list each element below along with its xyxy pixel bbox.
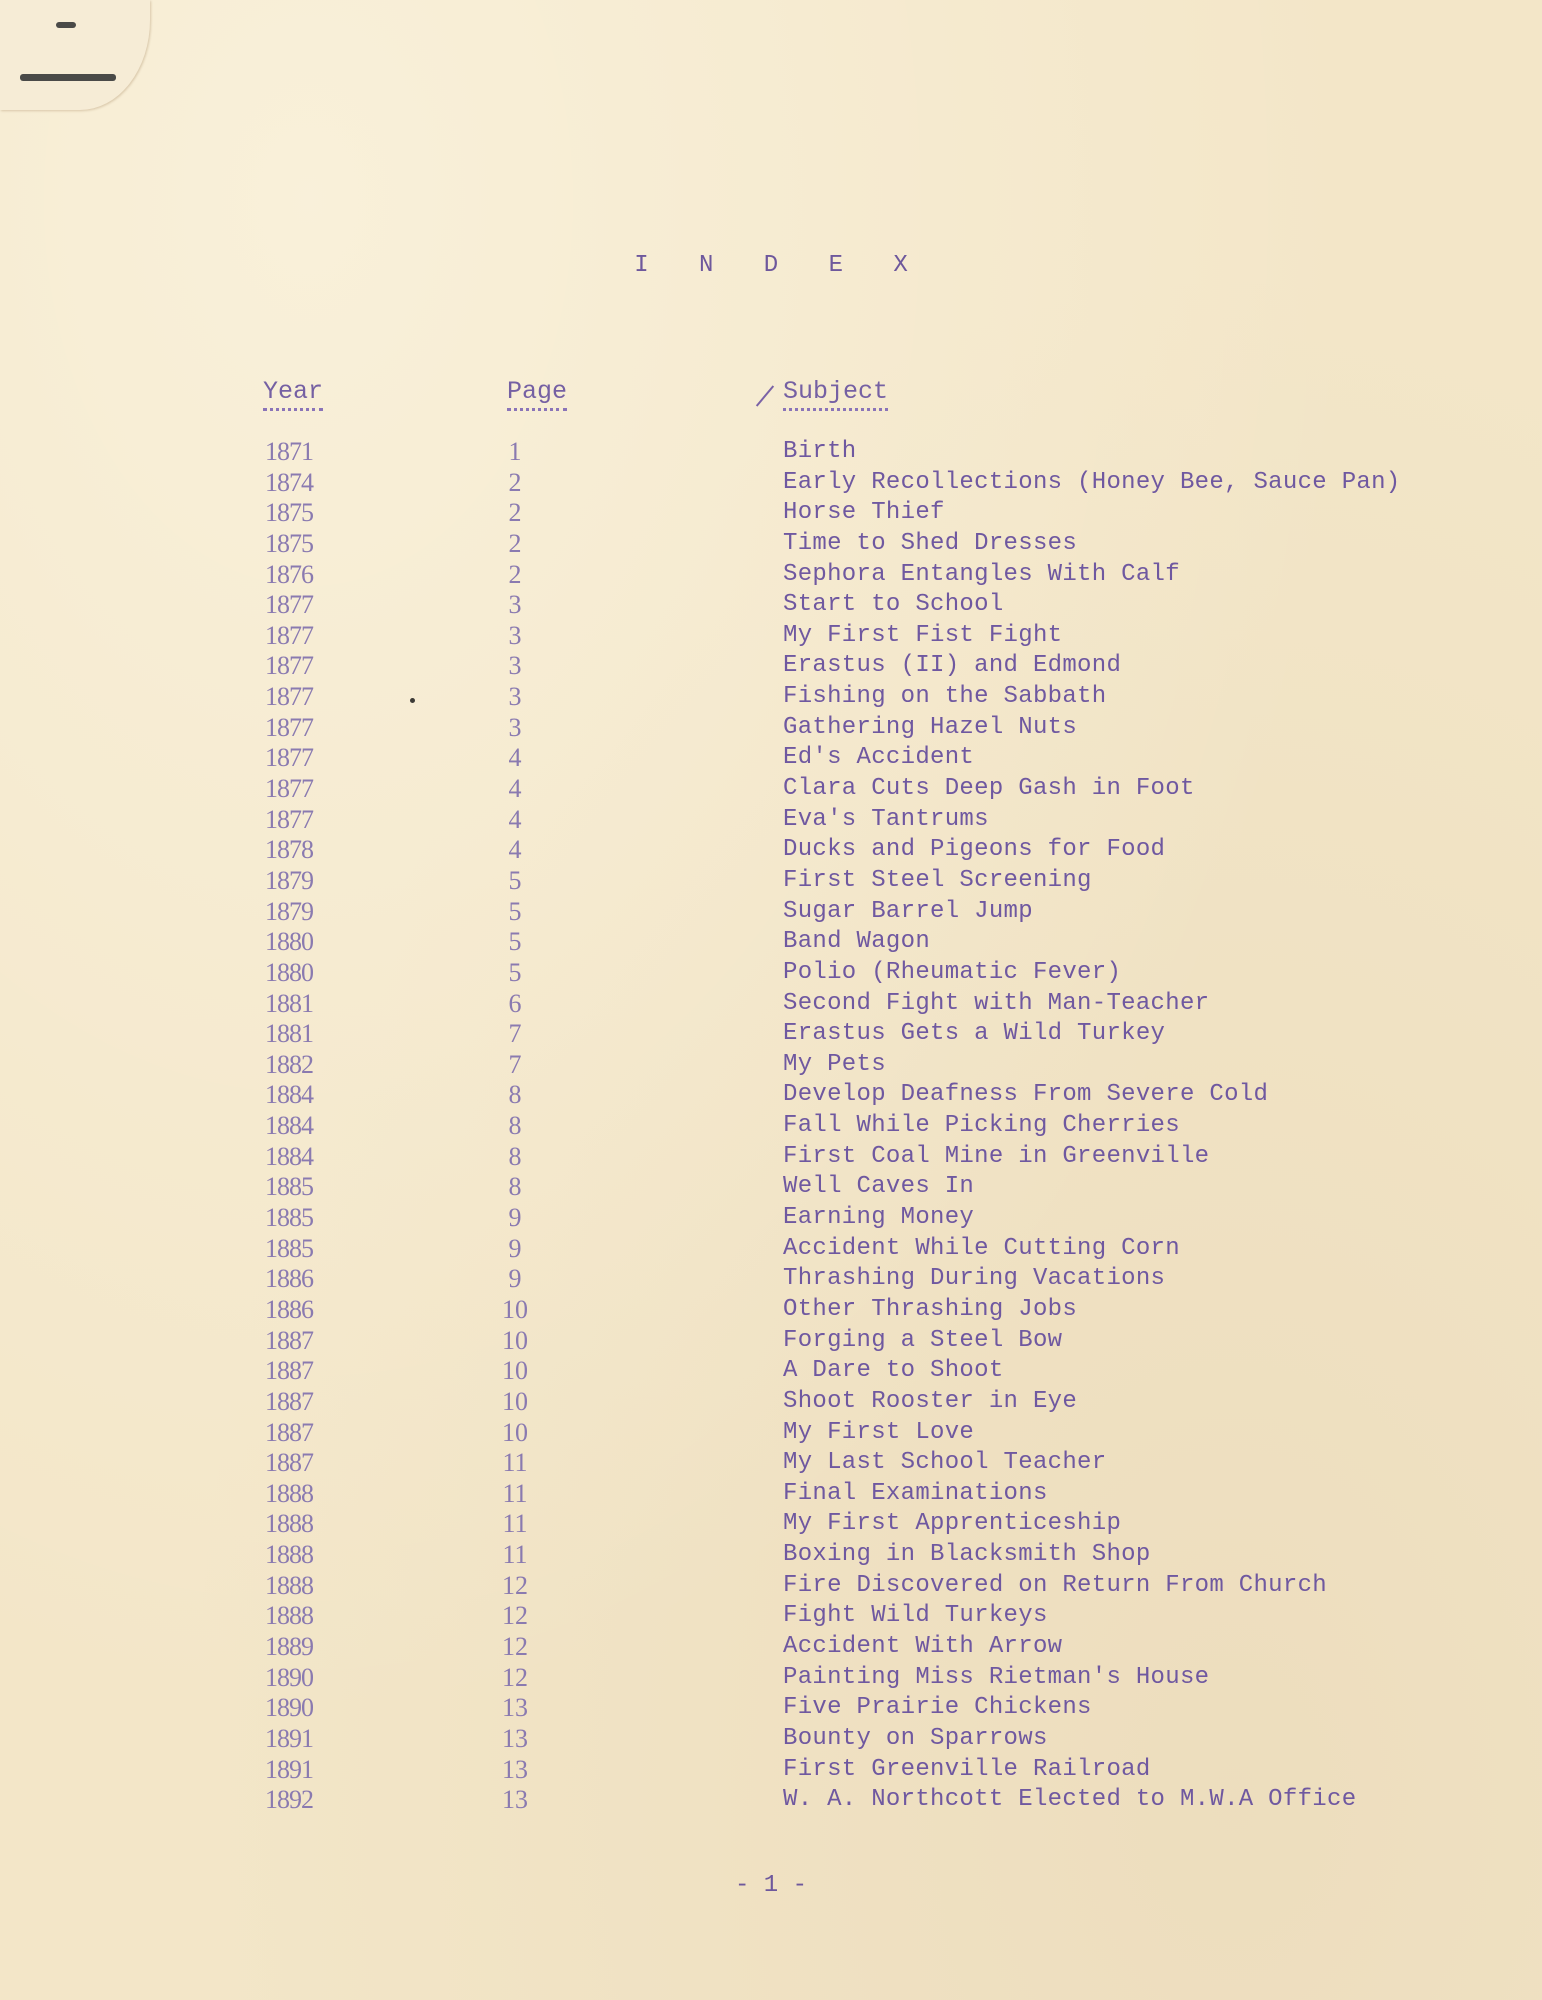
index-row <box>0 1540 1542 1571</box>
page-cell: 10 <box>502 1325 528 1355</box>
index-row <box>0 1571 1542 1602</box>
page-cell: 9 <box>508 1264 522 1294</box>
year-cell: 1887 <box>265 1448 313 1478</box>
page-cell: 2 <box>508 528 522 558</box>
index-row <box>0 866 1542 897</box>
subject-cell: First Coal Mine in Greenville <box>783 1142 1210 1170</box>
page-cell: 12 <box>502 1570 528 1600</box>
year-cell: 1888 <box>265 1570 313 1600</box>
subject-cell: Clara Cuts Deep Gash in Foot <box>783 775 1195 803</box>
subject-cell: Final Examinations <box>783 1479 1048 1507</box>
index-row <box>0 743 1542 774</box>
index-row <box>0 1448 1542 1479</box>
page-cell: 11 <box>502 1540 528 1570</box>
index-row <box>0 621 1542 652</box>
column-header-year: Year <box>263 377 323 411</box>
page-cell: 12 <box>502 1601 528 1631</box>
index-row <box>0 529 1542 560</box>
subject-cell: Polio (Rheumatic Fever) <box>783 958 1122 986</box>
year-cell: 1891 <box>265 1754 313 1784</box>
page-cell: 2 <box>508 559 522 589</box>
page-cell: 2 <box>508 498 522 528</box>
page-cell: 4 <box>508 804 522 834</box>
index-row <box>0 713 1542 744</box>
subject-cell: Accident While Cutting Corn <box>783 1234 1180 1262</box>
subject-cell: Develop Deafness From Severe Cold <box>783 1081 1269 1109</box>
year-cell: 1881 <box>265 988 313 1018</box>
page-cell: 8 <box>508 1080 522 1110</box>
page-cell: 5 <box>508 927 522 957</box>
index-row <box>0 1693 1542 1724</box>
page-cell: 4 <box>508 743 522 773</box>
index-row <box>0 498 1542 529</box>
subject-cell: Thrashing During Vacations <box>783 1265 1166 1293</box>
year-cell: 1877 <box>265 804 313 834</box>
year-cell: 1875 <box>265 498 313 528</box>
index-row <box>0 1479 1542 1510</box>
page-cell: 7 <box>508 1049 522 1079</box>
subject-cell: Horse Thief <box>783 499 945 527</box>
year-cell: 1886 <box>265 1264 313 1294</box>
year-cell: 1890 <box>265 1662 313 1692</box>
year-cell: 1884 <box>265 1111 313 1141</box>
index-row <box>0 1418 1542 1449</box>
subject-cell: Fight Wild Turkeys <box>783 1602 1048 1630</box>
year-cell: 1876 <box>265 559 313 589</box>
subject-cell: Gathering Hazel Nuts <box>783 713 1078 741</box>
year-cell: 1880 <box>265 957 313 987</box>
subject-cell: Band Wagon <box>783 928 931 956</box>
subject-cell: Ducks and Pigeons for Food <box>783 836 1166 864</box>
subject-cell: Second Fight with Man-Teacher <box>783 989 1210 1017</box>
year-cell: 1882 <box>265 1049 313 1079</box>
index-row <box>0 1326 1542 1357</box>
page-cell: 5 <box>508 957 522 987</box>
subject-cell: My Last School Teacher <box>783 1449 1107 1477</box>
index-row <box>0 1387 1542 1418</box>
year-cell: 1874 <box>265 467 313 497</box>
page-cell: 10 <box>502 1417 528 1447</box>
index-row <box>0 1632 1542 1663</box>
year-cell: 1877 <box>265 620 313 650</box>
page-cell: 3 <box>508 590 522 620</box>
page-cell: 10 <box>502 1356 528 1386</box>
subject-cell: Ed's Accident <box>783 744 975 772</box>
subject-cell: Start to School <box>783 591 1004 619</box>
subject-cell: Fire Discovered on Return From Church <box>783 1571 1327 1599</box>
subject-cell: Boxing in Blacksmith Shop <box>783 1541 1151 1569</box>
year-cell: 1877 <box>265 743 313 773</box>
page-cell: 11 <box>502 1478 528 1508</box>
year-cell: 1888 <box>265 1601 313 1631</box>
subject-cell: Painting Miss Rietman's House <box>783 1663 1210 1691</box>
year-cell: 1884 <box>265 1080 313 1110</box>
index-row <box>0 1019 1542 1050</box>
subject-cell: Five Prairie Chickens <box>783 1694 1092 1722</box>
subject-cell: My First Fist Fight <box>783 621 1063 649</box>
index-row <box>0 1295 1542 1326</box>
column-header-subject: Subject <box>783 377 888 411</box>
year-cell: 1887 <box>265 1417 313 1447</box>
column-header-page: Page <box>507 377 567 411</box>
subject-cell: Early Recollections (Honey Bee, Sauce Pan) <box>783 468 1401 496</box>
subject-cell: Erastus (II) and Edmond <box>783 652 1122 680</box>
page-cell: 10 <box>502 1294 528 1324</box>
index-row <box>0 437 1542 468</box>
subject-cell: Earning Money <box>783 1204 975 1232</box>
index-row <box>0 1509 1542 1540</box>
subject-cell: Forging a Steel Bow <box>783 1326 1063 1354</box>
index-row <box>0 774 1542 805</box>
page-cell: 5 <box>508 896 522 926</box>
index-row <box>0 1264 1542 1295</box>
year-cell: 1885 <box>265 1233 313 1263</box>
index-row <box>0 1663 1542 1694</box>
index-row <box>0 1172 1542 1203</box>
page-cell: 12 <box>502 1631 528 1661</box>
page-cell: 10 <box>502 1386 528 1416</box>
index-row <box>0 1755 1542 1786</box>
staple-mark-icon <box>20 74 116 81</box>
index-table <box>0 437 1542 1816</box>
index-row <box>0 897 1542 928</box>
index-row <box>0 590 1542 621</box>
index-row <box>0 1601 1542 1632</box>
index-row <box>0 651 1542 682</box>
year-cell: 1881 <box>265 1019 313 1049</box>
subject-cell: First Steel Screening <box>783 866 1092 894</box>
subject-cell: A Dare to Shoot <box>783 1357 1004 1385</box>
index-row <box>0 989 1542 1020</box>
subject-cell: Sugar Barrel Jump <box>783 897 1033 925</box>
subject-cell: First Greenville Railroad <box>783 1755 1151 1783</box>
subject-cell: Erastus Gets a Wild Turkey <box>783 1020 1166 1048</box>
subject-cell: Sephora Entangles With Calf <box>783 560 1180 588</box>
subject-cell: My First Love <box>783 1418 975 1446</box>
year-cell: 1877 <box>265 774 313 804</box>
staple-mark-icon <box>56 22 76 28</box>
subject-cell: Shoot Rooster in Eye <box>783 1387 1078 1415</box>
year-cell: 1877 <box>265 651 313 681</box>
year-cell: 1889 <box>265 1631 313 1661</box>
page-cell: 1 <box>508 437 522 466</box>
subject-cell: Well Caves In <box>783 1173 975 1201</box>
index-row <box>0 927 1542 958</box>
page-cell: 13 <box>502 1693 528 1723</box>
page-cell: 13 <box>502 1785 528 1815</box>
subject-cell: My Pets <box>783 1050 886 1078</box>
index-row <box>0 1111 1542 1142</box>
year-cell: 1886 <box>265 1294 313 1324</box>
index-row <box>0 468 1542 499</box>
index-row <box>0 1050 1542 1081</box>
year-cell: 1879 <box>265 896 313 926</box>
index-row <box>0 560 1542 591</box>
year-cell: 1877 <box>265 682 313 712</box>
year-cell: 1884 <box>265 1141 313 1171</box>
index-row <box>0 1785 1542 1816</box>
year-cell: 1877 <box>265 712 313 742</box>
index-row <box>0 1234 1542 1265</box>
year-cell: 1871 <box>265 437 313 466</box>
page-cell: 6 <box>508 988 522 1018</box>
page-cell: 11 <box>502 1509 528 1539</box>
index-row <box>0 958 1542 989</box>
page-number: - 1 - <box>734 1872 807 1899</box>
year-cell: 1888 <box>265 1509 313 1539</box>
subject-cell: Eva's Tantrums <box>783 805 989 833</box>
page-cell: 3 <box>508 620 522 650</box>
page-cell: 4 <box>508 774 522 804</box>
page-cell: 11 <box>502 1448 528 1478</box>
year-cell: 1880 <box>265 927 313 957</box>
year-cell: 1878 <box>265 835 313 865</box>
page-cell: 4 <box>508 835 522 865</box>
index-row <box>0 1142 1542 1173</box>
index-row <box>0 1203 1542 1234</box>
page-cell: 3 <box>508 712 522 742</box>
slash-mark <box>756 385 774 406</box>
index-row <box>0 1356 1542 1387</box>
year-cell: 1885 <box>265 1203 313 1233</box>
year-cell: 1879 <box>265 865 313 895</box>
index-row <box>0 805 1542 836</box>
page-title: I N D E X <box>634 252 926 279</box>
page-cell: 8 <box>508 1111 522 1141</box>
page-cell: 2 <box>508 467 522 497</box>
page-cell: 9 <box>508 1203 522 1233</box>
page-cell: 13 <box>502 1754 528 1784</box>
page-cell: 7 <box>508 1019 522 1049</box>
page-cell: 8 <box>508 1172 522 1202</box>
subject-cell: Fishing on the Sabbath <box>783 683 1107 711</box>
year-cell: 1877 <box>265 590 313 620</box>
year-cell: 1875 <box>265 528 313 558</box>
index-row <box>0 835 1542 866</box>
year-cell: 1892 <box>265 1785 313 1815</box>
subject-cell: W. A. Northcott Elected to M.W.A Office <box>783 1786 1357 1814</box>
year-cell: 1890 <box>265 1693 313 1723</box>
year-cell: 1887 <box>265 1325 313 1355</box>
subject-cell: Time to Shed Dresses <box>783 529 1078 557</box>
page-cell: 5 <box>508 865 522 895</box>
year-cell: 1891 <box>265 1723 313 1753</box>
torn-corner <box>0 0 150 110</box>
subject-cell: My First Apprenticeship <box>783 1510 1122 1538</box>
subject-cell: Birth <box>783 438 857 465</box>
page-cell: 3 <box>508 682 522 712</box>
subject-cell: Other Thrashing Jobs <box>783 1295 1078 1323</box>
year-cell: 1888 <box>265 1540 313 1570</box>
page-cell: 13 <box>502 1723 528 1753</box>
year-cell: 1887 <box>265 1386 313 1416</box>
subject-cell: Bounty on Sparrows <box>783 1724 1048 1752</box>
page-cell: 3 <box>508 651 522 681</box>
index-row <box>0 1080 1542 1111</box>
year-cell: 1887 <box>265 1356 313 1386</box>
index-row <box>0 682 1542 713</box>
page-cell: 8 <box>508 1141 522 1171</box>
subject-cell: Accident With Arrow <box>783 1632 1063 1660</box>
page-cell: 9 <box>508 1233 522 1263</box>
page-cell: 12 <box>502 1662 528 1692</box>
subject-cell: Fall While Picking Cherries <box>783 1112 1180 1140</box>
index-row <box>0 1724 1542 1755</box>
year-cell: 1885 <box>265 1172 313 1202</box>
year-cell: 1888 <box>265 1478 313 1508</box>
